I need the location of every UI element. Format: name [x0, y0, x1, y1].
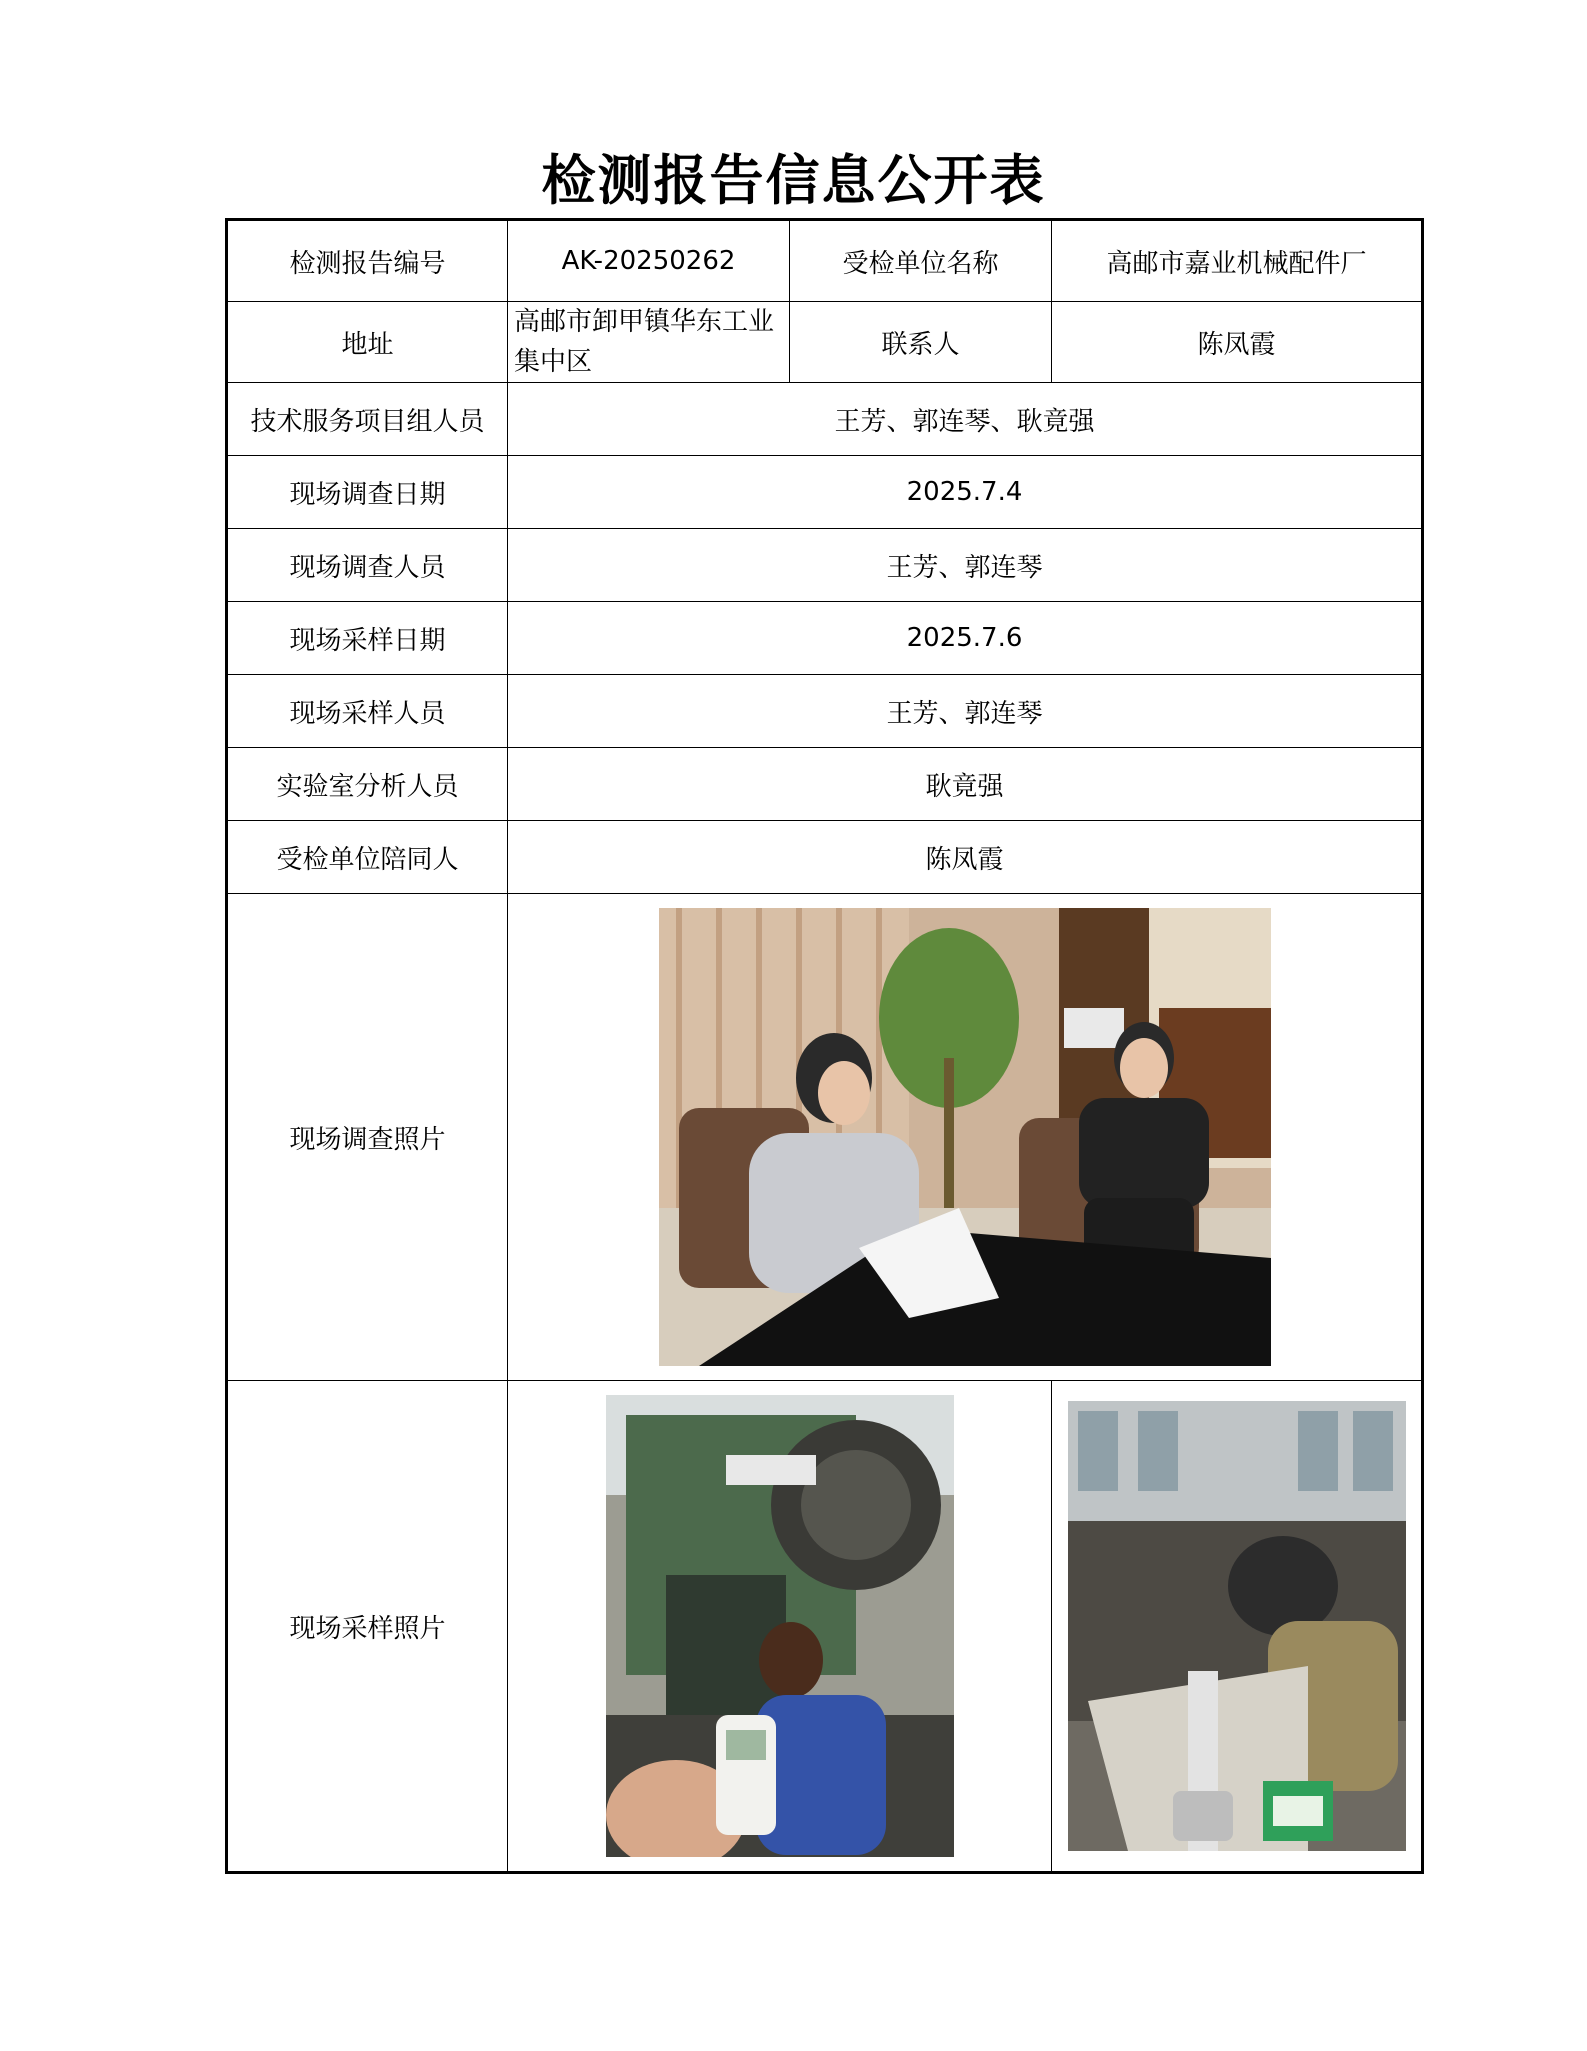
lab-staff-label: 实验室分析人员: [227, 748, 508, 821]
table-row: [227, 821, 1423, 894]
sampling-photo-label: 现场采样照片: [227, 1381, 508, 1873]
table-row: [227, 748, 1423, 821]
sampling-photo-cell-2: [1052, 1381, 1423, 1873]
table-row: [227, 1381, 1423, 1873]
contact-value: 陈凤霞: [1052, 302, 1423, 383]
team-label: 技术服务项目组人员: [227, 383, 508, 456]
survey-staff-label: 现场调查人员: [227, 529, 508, 602]
table-row: [227, 302, 1423, 383]
table-row: [227, 456, 1423, 529]
sampling-date-value: 2025.7.6: [508, 602, 1423, 675]
escort-label: 受检单位陪同人: [227, 821, 508, 894]
address-label: 地址: [227, 302, 508, 383]
table-row: [227, 602, 1423, 675]
unit-name-value: 高邮市嘉业机械配件厂: [1052, 220, 1423, 302]
address-value: 高邮市卸甲镇华东工业集中区: [508, 302, 790, 383]
table-row: [227, 383, 1423, 456]
unit-name-label: 受检单位名称: [790, 220, 1052, 302]
escort-value: 陈凤霞: [508, 821, 1423, 894]
table-row: [227, 675, 1423, 748]
lab-staff-value: 耿竟强: [508, 748, 1423, 821]
survey-date-value: 2025.7.4: [508, 456, 1423, 529]
sampling-staff-label: 现场采样人员: [227, 675, 508, 748]
report-no-value: AK-20250262: [508, 220, 790, 302]
table-row: [227, 220, 1423, 302]
table-row: [227, 529, 1423, 602]
sampling-date-label: 现场采样日期: [227, 602, 508, 675]
table-row: [227, 894, 1423, 1381]
survey-photo-cell: [508, 894, 1423, 1381]
sampling-photo-1: [606, 1395, 954, 1857]
report-no-label: 检测报告编号: [227, 220, 508, 302]
sampling-photo-cell-1: [508, 1381, 1052, 1873]
page-title: 检测报告信息公开表: [541, 149, 1046, 212]
sampling-photo-2: [1068, 1401, 1406, 1851]
survey-date-label: 现场调查日期: [227, 456, 508, 529]
survey-staff-value: 王芳、郭连琴: [508, 529, 1423, 602]
sampling-staff-value: 王芳、郭连琴: [508, 675, 1423, 748]
info-table: [225, 218, 1424, 1874]
contact-label: 联系人: [790, 302, 1052, 383]
survey-photo-label: 现场调查照片: [227, 894, 508, 1381]
survey-photo: [659, 908, 1271, 1366]
team-value: 王芳、郭连琴、耿竟强: [508, 383, 1423, 456]
